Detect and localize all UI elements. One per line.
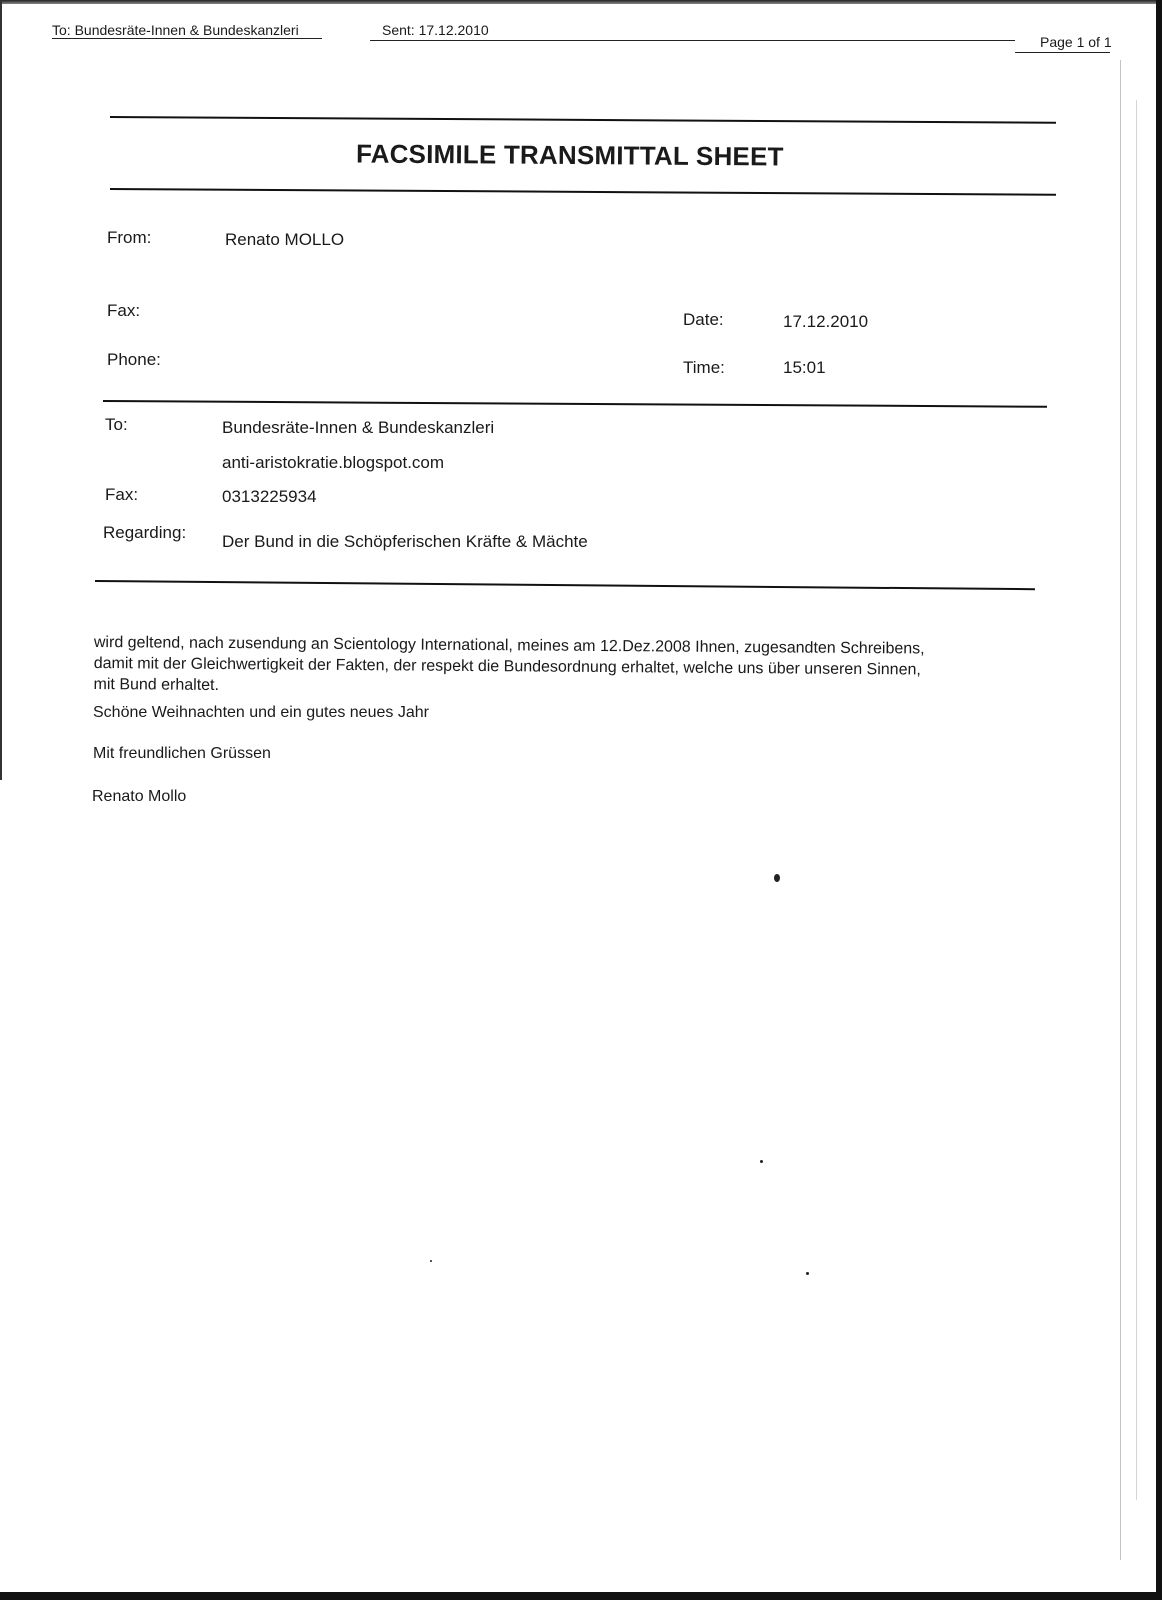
closing-phrase: Mit freundlichen Grüssen bbox=[93, 745, 271, 762]
title-rule-top bbox=[110, 116, 1056, 124]
fax-header-page: Page 1 of 1 bbox=[1040, 34, 1112, 50]
title-rule-bottom bbox=[110, 188, 1056, 196]
header-underline bbox=[52, 38, 322, 39]
scan-edge-bottom bbox=[0, 1592, 1162, 1600]
scan-speck bbox=[760, 1160, 763, 1163]
regarding-label: Regarding: bbox=[103, 523, 187, 542]
greeting: Schöne Weihnachten und ein gutes neues Jahr bbox=[93, 704, 429, 721]
scan-streak bbox=[1136, 100, 1137, 1500]
to-value-secondary: anti-aristokratie.blogspot.com bbox=[222, 453, 445, 472]
message-body bbox=[94, 632, 1054, 703]
sender-fax-label: Fax: bbox=[107, 301, 141, 320]
date-label: Date: bbox=[683, 310, 724, 329]
recipient-fax-label: Fax: bbox=[105, 485, 139, 504]
header-underline bbox=[1015, 52, 1110, 53]
scan-speck bbox=[430, 1260, 432, 1262]
scan-streak bbox=[1120, 60, 1121, 1560]
scan-speck bbox=[774, 874, 780, 882]
page-title: FACSIMILE TRANSMITTAL SHEET bbox=[355, 138, 784, 172]
header-underline bbox=[370, 40, 1015, 41]
time-value: 15:01 bbox=[783, 358, 826, 377]
section-rule bbox=[103, 400, 1047, 408]
recipient-fax-value: 0313225934 bbox=[222, 487, 317, 506]
time-label: Time: bbox=[683, 358, 725, 377]
message-line: mit Bund erhaltet. bbox=[93, 675, 220, 694]
scan-edge-right bbox=[1156, 0, 1162, 1600]
to-value: Bundesräte-Innen & Bundeskanzleri bbox=[222, 418, 495, 437]
fax-header-to: To: Bundesräte-Innen & Bundeskanzleri bbox=[52, 22, 299, 38]
scan-edge-left bbox=[0, 0, 2, 780]
fax-header-sent: Sent: 17.12.2010 bbox=[382, 22, 489, 38]
section-rule bbox=[95, 580, 1035, 590]
message-line: damit mit der Gleichwertigkeit der Fakten, der respekt die Bundesordnung erhaltet, welche uns über unseren Sinnen, bbox=[93, 654, 921, 679]
to-label: To: bbox=[105, 415, 128, 434]
regarding-value: Der Bund in die Schöpferischen Kräfte & Mächte bbox=[222, 532, 588, 551]
scan-edge-top bbox=[0, 0, 1162, 4]
from-value: Renato MOLLO bbox=[225, 230, 345, 249]
phone-label: Phone: bbox=[107, 350, 161, 369]
date-value: 17.12.2010 bbox=[783, 312, 869, 331]
signature: Renato Mollo bbox=[92, 788, 187, 805]
message-line: wird geltend, nach zusendung an Scientology International, meines am 12.Dez.2008 Ihnen, zugesandten Schreibens, bbox=[93, 633, 925, 658]
scan-speck bbox=[806, 1272, 809, 1275]
from-label: From: bbox=[107, 228, 152, 247]
